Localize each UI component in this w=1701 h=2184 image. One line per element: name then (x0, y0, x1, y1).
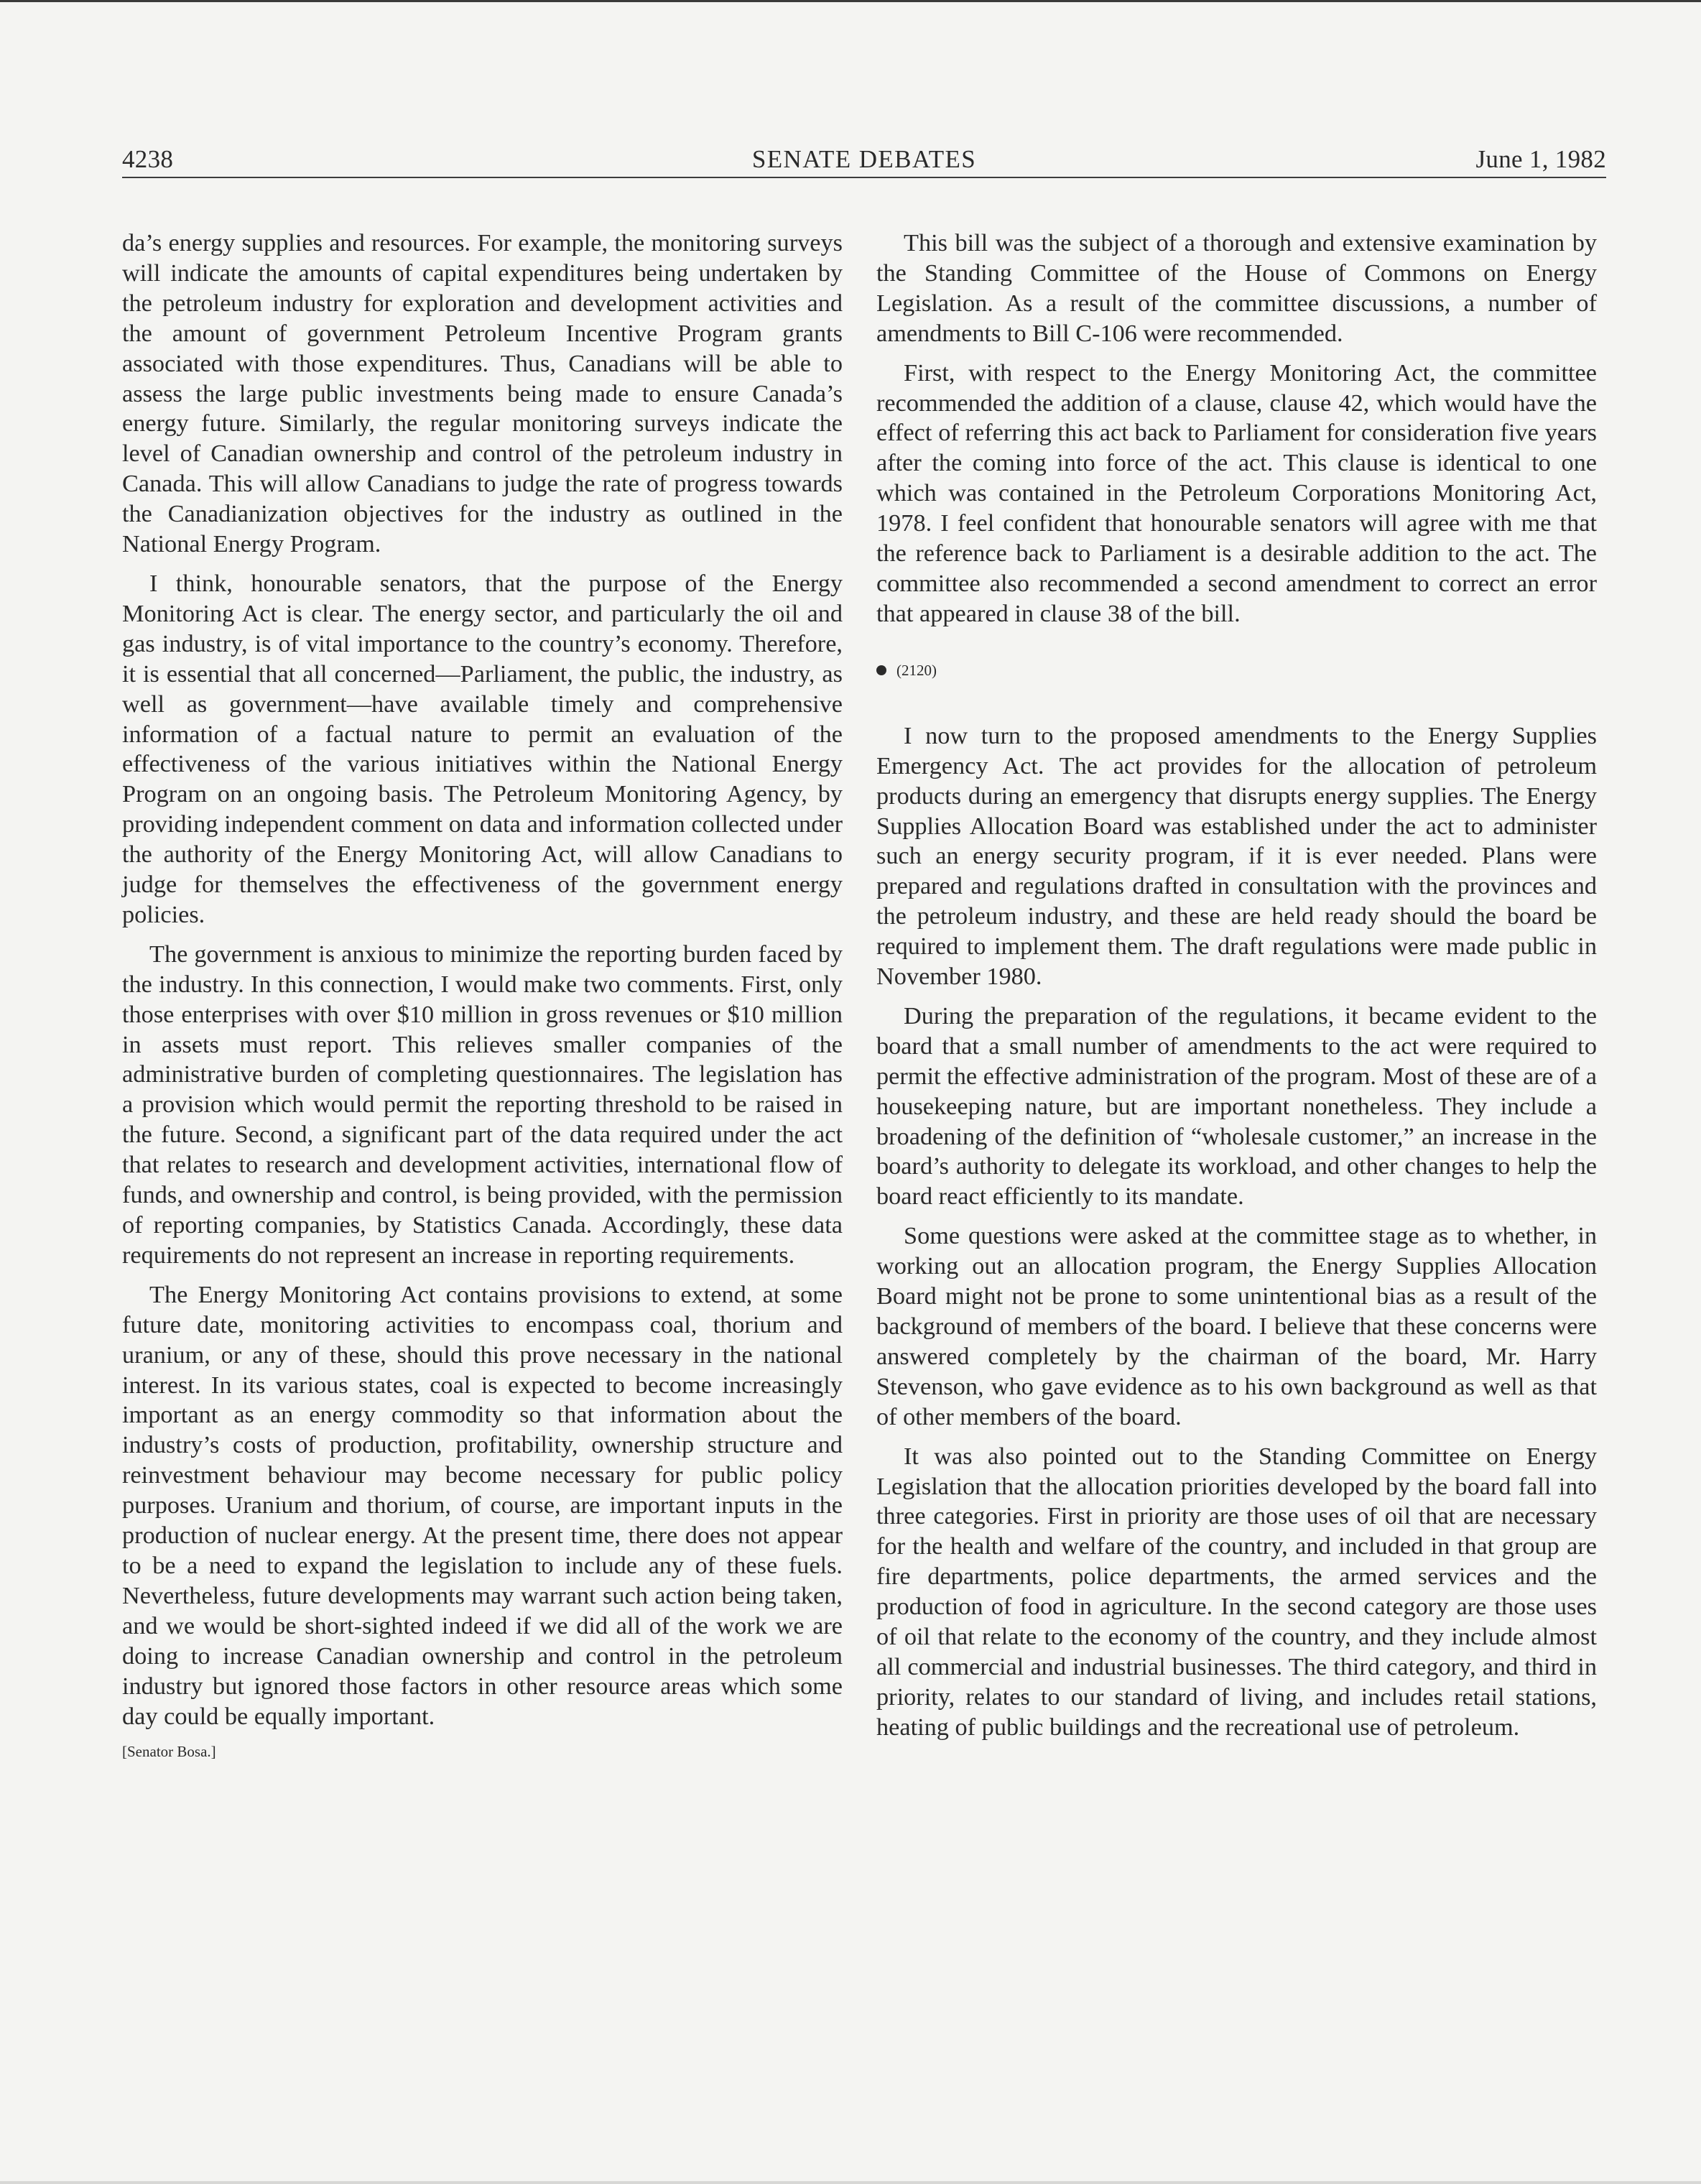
paragraph: The Energy Monitoring Act contains provisions to extend, at some future date, monitoring activities to encompass coal, thorium and uranium, or any of these, should this prove necessary in the national interest. In its various states, coal is expected to become increasingly important as an energy commodity so that information about the industry’s costs of production, profitability, ownership structure and reinvestment behaviour may become necessary for public policy purposes. Uranium and thorium, of course, are important inputs in the production of nuclear energy. At the present time, there does not appear to be a need to expand the legislation to include any of these fuels. Nevertheless, future developments may warrant such action being taken, and we would be short-sighted indeed if we did all of the work we are doing to increase Canadian ownership and control in the petroleum industry but ignored those factors in other resource areas which some day could be equally important. (122, 1280, 843, 1730)
paragraph: It was also pointed out to the Standing Committee on Energy Legislation that the allocation priorities developed by the board fall into three categories. First in priority are those uses of oil that are necessary for the health and welfare of the country, and included in that group are fire departments, police departments, the armed services and the production of food in agriculture. In the second category are those uses of oil that relate to the economy of the country, and they include almost all commercial and industrial businesses. The third category, and third in priority, relates to our standard of living, and includes retail stations, heating of public buildings and the recreational use of petroleum. (876, 1442, 1597, 1741)
paragraph: The government is anxious to minimize the reporting burden faced by the industry. In this connection, I would make two comments. First, only those enterprises with over $10 million in gross revenues or $10 million in assets must report. This relieves smaller companies of the administrative burden of completing questionnaires. The legislation has a provision which would permit the reporting threshold to be raised in the future. Second, a significant part of the data required under the act that relates to research and development activities, international flow of funds, and ownership and control, is being provided, with the permission of reporting companies, by Statistics Canada. Accordingly, these data requirements do not represent an increase in reporting requirements. (122, 940, 843, 1269)
paragraph: I think, honourable senators, that the purpose of the Energy Monitoring Act is clear. The energy sector, and particularly the oil and gas industry, is of vital importance to the country’s economy. Therefore, it is essential that all concerned—Parliament, the public, the industry, as well as government—have available timely and comprehensive information of a factual nature to permit an evaluation of the effectiveness of the various initiatives within the National Energy Program on an ongoing basis. The Petroleum Monitoring Agency, by providing independent comment on data and information collected under the authority of the Energy Monitoring Act, will allow Canadians to judge for themselves the effectiveness of the government energy policies. (122, 569, 843, 928)
right-column (876, 228, 1597, 1752)
running-head (122, 144, 1606, 180)
bullet-icon (876, 665, 886, 675)
paragraph: During the preparation of the regulations, it became evident to the board that a small number of amendments to the act were required to permit the effective administration of the program. Most of these are of a housekeeping nature, but are important nonetheless. They include a broadening of the definition of “wholesale customer,” an increase in the board’s authority to delegate its workload, and other changes to help the board react efficiently to its mandate. (876, 1001, 1597, 1211)
paragraph: First, with respect to the Energy Monitoring Act, the committee recommended the addition of a clause, clause 42, which would have the effect of referring this act back to Parliament for consideration five years after the coming into force of the act. This clause is identical to one which was contained in the Petroleum Corporations Monitoring Act, 1978. I feel confident that honourable senators will agree with me that the reference back to Parliament is a desirable addition to the act. The committee also recommended a second amendment to correct an error that appeared in clause 38 of the bill. (876, 358, 1597, 627)
header-rule (122, 177, 1606, 178)
publication-title: SENATE DEBATES (751, 145, 977, 173)
speaker-note: [Senator Bosa.] (122, 1743, 216, 1761)
time-marker (876, 660, 1597, 681)
paragraph: da’s energy supplies and resources. For example, the monitoring surveys will indicate the amounts of capital expenditures being undertaken by the petroleum industry for exploration and development activities and the amount of government Petroleum Incentive Program grants associated with those expenditures. Thus, Canadians will be able to assess the large public investments being made to ensure Canada’s energy future. Similarly, the regular monitoring surveys indicate the level of Canadian ownership and control of the petroleum industry in Canada. This will allow Canadians to judge the rate of progress towards the Canadianization objectives for the industry as outlined in the National Energy Program. (122, 229, 843, 558)
page-number: 4238 (122, 145, 174, 173)
left-column (122, 228, 843, 1775)
time-marker-label: (2120) (896, 661, 937, 679)
page-top-edge (0, 0, 1701, 2)
page-bottom-edge (0, 2181, 1701, 2184)
paragraph: This bill was the subject of a thorough and extensive examination by the Standing Committee of the House of Commons on Energy Legislation. As a result of the committee discussions, a number of amendments to Bill C-106 were recommended. (876, 229, 1597, 347)
paragraph: Some questions were asked at the committee stage as to whether, in working out an allocation program, the Energy Supplies Allocation Board might not be prone to some unintentional bias as a result of the background of members of the board. I believe that these concerns were answered completely by the chairman of the board, Mr. Harry Stevenson, who gave evidence as to his own background as well as that of other members of the board. (876, 1222, 1597, 1430)
paragraph: I now turn to the proposed amendments to the Energy Supplies Emergency Act. The act provides for the allocation of petroleum products during an emergency that disrupts energy supplies. The Energy Supplies Allocation Board was established under the act to administer such an energy security program, if it is ever needed. Plans were prepared and regulations drafted in consultation with the provinces and the petroleum industry, and these are held ready should the board be required to implement them. The draft regulations were made public in November 1980. (876, 721, 1597, 991)
issue-date: June 1, 1982 (1475, 145, 1606, 173)
